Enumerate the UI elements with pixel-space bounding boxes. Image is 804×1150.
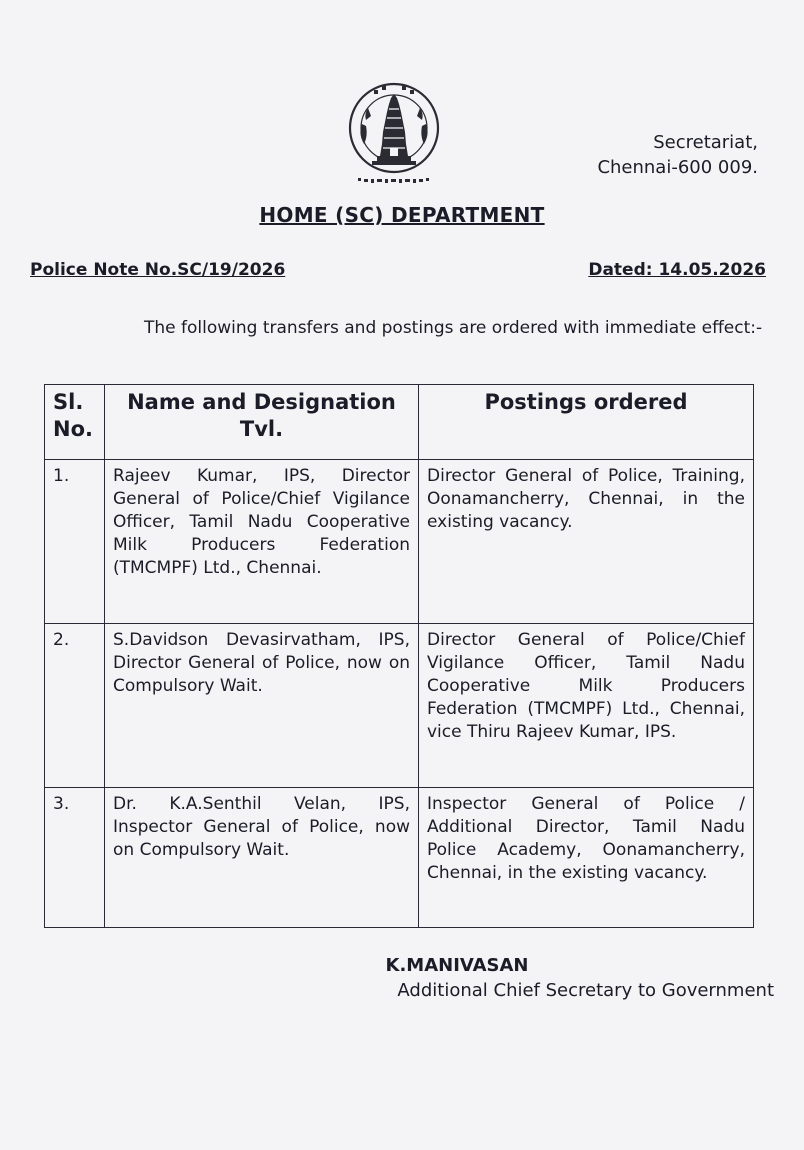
intro-paragraph: The following transfers and postings are ordered with immediate effect:-	[144, 318, 763, 338]
table-row	[45, 788, 754, 928]
note-date: Dated: 14.05.2026	[588, 260, 766, 280]
row-name-designation: Rajeev Kumar, IPS, Director General of Police/Chief Vigilance Officer, Tamil Nadu Cooperative Milk Producers Federation (TMCMPF) Ltd., Chennai.	[105, 460, 419, 624]
header-sl-no: Sl. No.	[45, 385, 105, 460]
department-title: HOME (SC) DEPARTMENT	[259, 203, 545, 227]
police-note-number: Police Note No.SC/19/2026	[30, 260, 286, 280]
signatory-name: K.MANIVASAN	[385, 955, 529, 976]
row-sl-no: 2.	[45, 624, 105, 788]
row-name-designation: S.Davidson Devasirvatham, IPS, Director General of Police, now on Compulsory Wait.	[105, 624, 419, 788]
row-sl-no: 1.	[45, 460, 105, 624]
header-name-designation: Name and Designation Tvl.	[105, 385, 419, 460]
row-sl-no: 3.	[45, 788, 105, 928]
signatory-designation: Additional Chief Secretary to Government	[397, 980, 774, 1001]
table-row	[45, 460, 754, 624]
row-name-designation: Dr. K.A.Senthil Velan, IPS, Inspector General of Police, now on Compulsory Wait.	[105, 788, 419, 928]
row-posting: Director General of Police/Chief Vigilance Officer, Tamil Nadu Cooperative Milk Producers Federation (TMCMPF) Ltd., Chennai, vice Thiru Rajeev Kumar, IPS.	[419, 624, 754, 788]
row-posting: Director General of Police, Training, Oonamancherry, Chennai, in the existing vacancy.	[419, 460, 754, 624]
row-posting: Inspector General of Police / Additional Director, Tamil Nadu Police Academy, Oonamancherry, Chennai, in the existing vacancy.	[419, 788, 754, 928]
address-line-secretariat: Secretariat,	[653, 132, 758, 153]
header-postings-ordered: Postings ordered	[419, 385, 754, 460]
secretariat-address	[597, 130, 758, 180]
postings-table	[44, 384, 754, 928]
table-header-row	[45, 385, 754, 460]
tamil-nadu-emblem-icon	[344, 78, 444, 192]
table-row	[45, 624, 754, 788]
address-line-city: Chennai-600 009.	[597, 157, 758, 178]
